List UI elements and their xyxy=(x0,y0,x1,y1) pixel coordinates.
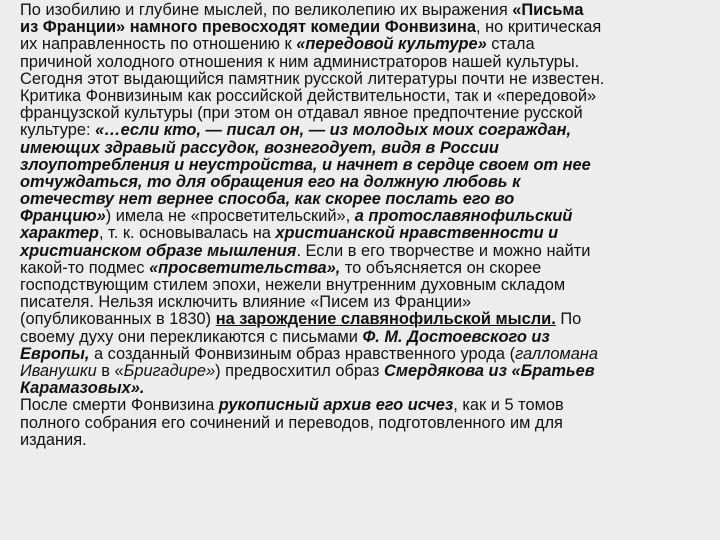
text-line xyxy=(20,157,720,174)
text-run: французской культуры (при этом он отдавал явное предпочтение русской xyxy=(20,104,583,123)
emphasis-run: Карамазовых». xyxy=(20,379,145,398)
text-run: а созданный Фонвизиным образ нравственного урода ( xyxy=(89,344,516,363)
text-line xyxy=(20,415,720,432)
emphasis-run: «просветительства», xyxy=(149,258,341,277)
text-line xyxy=(20,363,720,380)
text-run: Критика Фонвизиным как российской действительности, так и «передовой» xyxy=(20,86,597,105)
text-run: культуре: xyxy=(20,121,96,140)
text-line xyxy=(20,174,720,191)
emphasis-run: христианской нравственности и xyxy=(275,224,559,243)
text-run: полного собрания его сочинений и переводов, подготовленного им для xyxy=(20,413,563,432)
emphasis-run: Францию» xyxy=(20,207,106,226)
text-line xyxy=(20,277,720,294)
document-body-text xyxy=(20,2,720,449)
emphasis-run: отчуждаться, то для обращения его на должную любовь к xyxy=(20,172,521,191)
text-run: стала xyxy=(486,35,535,54)
text-run: , как и 5 томов xyxy=(453,396,564,415)
text-line xyxy=(20,140,720,157)
text-line xyxy=(20,243,720,260)
text-line xyxy=(20,397,720,414)
text-run: . Если в его творчестве и можно найти xyxy=(296,241,591,260)
text-line xyxy=(20,122,720,139)
text-run: , но критическая xyxy=(475,18,602,37)
text-run: После смерти Фонвизина xyxy=(20,396,219,415)
emphasis-run: характер xyxy=(20,224,99,243)
text-line xyxy=(20,191,720,208)
text-run: издания. xyxy=(20,430,87,449)
text-run: в « xyxy=(96,361,124,380)
text-line xyxy=(20,88,720,105)
text-run: то объясняется он скорее xyxy=(340,258,542,277)
emphasis-run: Бригадире» xyxy=(123,361,216,380)
emphasis-run: Иванушки xyxy=(20,361,97,380)
text-run: По изобилию и глубине мыслей, по великолепию их выражения xyxy=(20,1,513,19)
text-run: какой-то подмес xyxy=(20,258,150,277)
text-line xyxy=(20,54,720,71)
emphasis-run: Европы, xyxy=(20,344,90,363)
text-run: своему духу они перекликаются с письмами xyxy=(20,327,363,346)
emphasis-run: а протославянофильский xyxy=(354,207,573,226)
underlined-emphasis-run: на зарождение славянофильской мысли. xyxy=(215,310,556,329)
emphasis-run: «…если кто, — писал он, — из молодых моих сограждан, xyxy=(95,121,572,140)
emphasis-run: христианском образе мышления xyxy=(20,241,297,260)
text-line xyxy=(20,208,720,225)
text-line xyxy=(20,346,720,363)
text-run: ) имела не «просветительский», xyxy=(105,207,355,226)
emphasis-run: злоупотребления и неустройства, и начнет в сердце своем от нее xyxy=(20,155,591,174)
text-line xyxy=(20,19,720,36)
emphasis-run: «Письма xyxy=(512,1,584,19)
text-run: Сегодня этот выдающийся памятник русской литературы почти не известен. xyxy=(20,69,605,88)
text-run: , т. к. основывалась на xyxy=(98,224,276,243)
text-run: господствующим стилем эпохи, нежели внутренним духовным складом xyxy=(20,276,566,294)
text-run: причиной холодного отношения к ним администраторов нашей культуры. xyxy=(20,52,580,71)
text-line xyxy=(20,225,720,242)
emphasis-run: «передовой культуре» xyxy=(296,35,487,54)
text-line xyxy=(20,105,720,122)
emphasis-run: Смердякова из «Братьев xyxy=(384,361,595,380)
emphasis-run: Ф. М. Достоевского из xyxy=(362,327,550,346)
text-run: ) предвосхитил образ xyxy=(215,361,385,380)
text-run: писателя. Нельзя исключить влияние «Писем из Франции» xyxy=(20,293,472,312)
text-run: (опубликованных в 1830) xyxy=(20,310,216,329)
text-line xyxy=(20,2,720,19)
text-line xyxy=(20,260,720,277)
emphasis-run: рукописный архив его исчез xyxy=(218,396,454,415)
text-run: их направленность по отношению к xyxy=(20,35,297,54)
emphasis-run: из Франции» намного превосходят комедии Фонвизина xyxy=(20,18,476,37)
text-line xyxy=(20,329,720,346)
text-run: По xyxy=(555,310,582,329)
text-line xyxy=(20,294,720,311)
emphasis-run: галломана xyxy=(515,344,598,363)
text-line xyxy=(20,380,720,397)
text-line xyxy=(20,432,720,449)
emphasis-run: отечеству нет вернее способа, как скорее послать его во xyxy=(20,190,515,209)
text-line xyxy=(20,36,720,53)
emphasis-run: имеющих здравый рассудок, вознегодует, видя в России xyxy=(20,138,499,157)
text-line xyxy=(20,71,720,88)
text-line xyxy=(20,311,720,328)
